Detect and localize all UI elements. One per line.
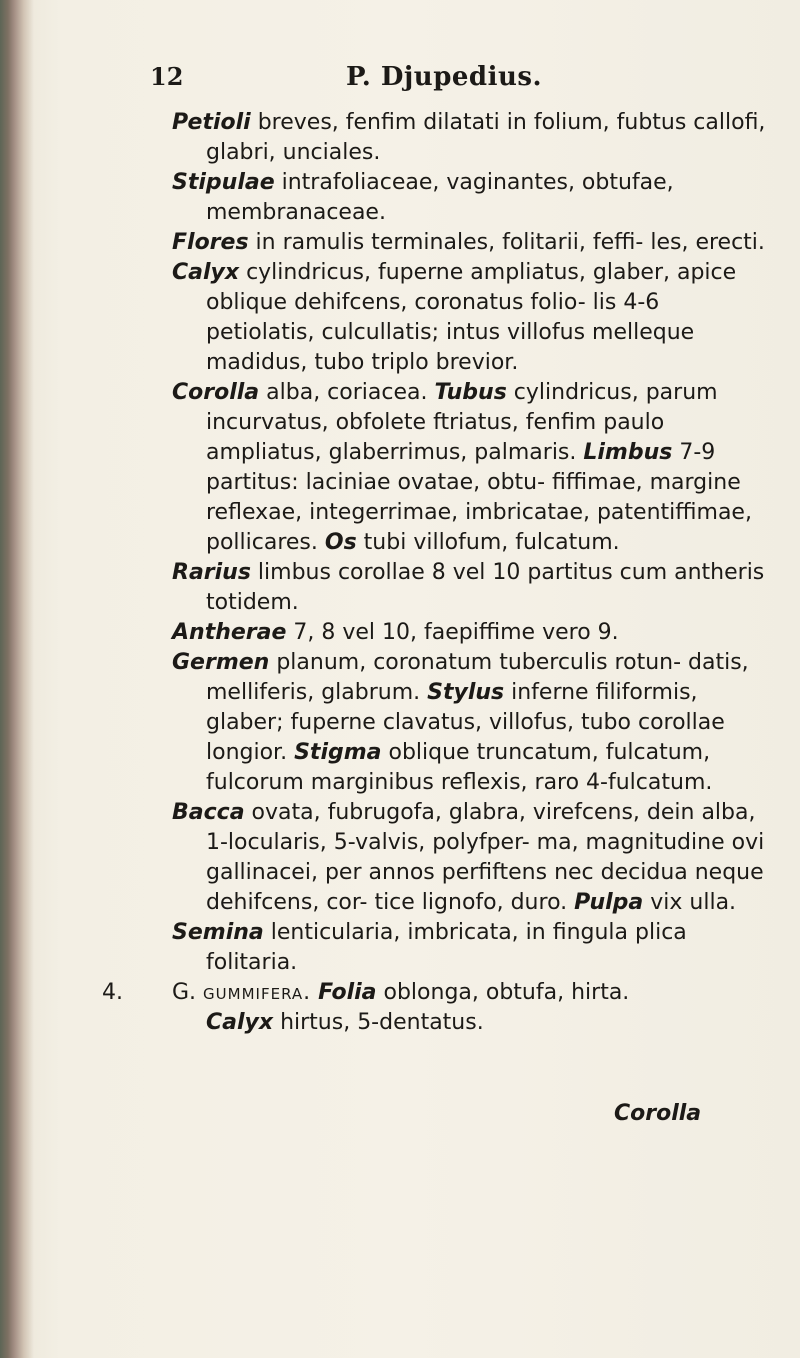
- genus-abbrev: G.: [172, 980, 197, 1005]
- paragraph-germen: [172, 648, 772, 798]
- paragraph-flores: [172, 228, 772, 258]
- paragraph-rarius: [172, 558, 772, 618]
- paragraph-text: in ramulis terminales, folitarii, feffi- les, erecti.: [248, 230, 765, 255]
- text-body: [102, 108, 772, 1038]
- term: Flores: [172, 230, 249, 255]
- paragraph-bacca: [172, 798, 772, 918]
- paragraph-text: planum, coronatum tuberculis rotun- datis, melliferis, glabrum.: [206, 650, 749, 705]
- term: Stipulae: [172, 170, 275, 195]
- term: Germen: [172, 650, 270, 675]
- term-calyx: Calyx: [206, 1010, 274, 1035]
- paragraph-calyx: [172, 258, 772, 378]
- term-folia: Folia: [318, 980, 377, 1005]
- paragraph-text: 7, 8 vel 10, faepiffime vero 9.: [286, 620, 619, 645]
- paragraph-text: alba, coriacea.: [259, 380, 435, 405]
- running-head: P. Djupedius.: [346, 62, 543, 92]
- paragraph-text: ovata, fubrugofa, glabra, virefcens, dein alba, 1-locularis, 5-valvis, polyfper- ma, magnitudine ovi gallinacei, per annos perfiftens nec decidua neque dehifcens, cor- tice lignofo, duro.: [206, 800, 765, 915]
- paragraph-text: cylindricus, fuperne ampliatus, glaber, apice oblique dehifcens, coronatus folio- lis 4-6 petiolatis, culcullatis; intus villofus melleque madidus, tubo triplo brevior.: [206, 260, 737, 375]
- paragraph-text: intrafoliaceae, vaginantes, obtufae, membranaceae.: [206, 170, 674, 225]
- species-epithet: gummifera.: [203, 980, 312, 1005]
- term: Bacca: [172, 800, 245, 825]
- term: Semina: [172, 920, 264, 945]
- paragraph-antherae: [172, 618, 772, 648]
- page-header: [150, 62, 670, 102]
- term: Corolla: [172, 380, 260, 405]
- page-number: 12: [150, 62, 184, 91]
- species-number: 4.: [102, 980, 123, 1005]
- binding-edge: [0, 0, 34, 1358]
- term-os: Os: [324, 530, 357, 555]
- paragraph-text: oblique truncatum, fulcatum, fulcorum marginibus reflexis, raro 4-fulcatum.: [206, 740, 713, 795]
- term-stylus: Stylus: [427, 680, 505, 705]
- term-stigma: Stigma: [294, 740, 382, 765]
- paragraph-text: limbus corollae 8 vel 10 partitus cum antheris totidem.: [206, 560, 765, 615]
- term: Petioli: [172, 110, 251, 135]
- catchword: Corolla: [614, 1101, 702, 1126]
- term-limbus: Limbus: [583, 440, 673, 465]
- term-pulpa: Pulpa: [574, 890, 644, 915]
- term: Calyx: [172, 260, 240, 285]
- paragraph-text: vix ulla.: [643, 890, 737, 915]
- species-text: hirtus, 5-dentatus.: [273, 1010, 484, 1035]
- species-text: oblonga, obtufa, hirta.: [376, 980, 630, 1005]
- paragraph-semina: [172, 918, 772, 978]
- paragraph-stipulae: [172, 168, 772, 228]
- paragraph-text: tubi villofum, fulcatum.: [356, 530, 620, 555]
- paragraph-text: breves, fenfim dilatati in folium, fubtus callofi, glabri, unciales.: [206, 110, 766, 165]
- paragraph-text: cylindricus, parum incurvatus, obfolete ftriatus, fenfim paulo ampliatus, glaberrimus, palmaris.: [206, 380, 718, 465]
- term: Rarius: [172, 560, 251, 585]
- species-entry: [102, 978, 772, 1038]
- paragraph-text: 7-9 partitus: laciniae ovatae, obtu- fiffimae, margine reflexae, integerrimae, imbricatae, patentiffimae, pollicares.: [206, 440, 752, 555]
- paragraph-text: inferne filiformis, glaber; fuperne clavatus, villofus, tubo corollae longior.: [206, 680, 725, 765]
- paragraph-petioli: [172, 108, 772, 168]
- paragraph-corolla: [172, 378, 772, 558]
- term: Antherae: [172, 620, 287, 645]
- paragraph-text: lenticularia, imbricata, in fingula plica folitaria.: [206, 920, 687, 975]
- term-tubus: Tubus: [434, 380, 507, 405]
